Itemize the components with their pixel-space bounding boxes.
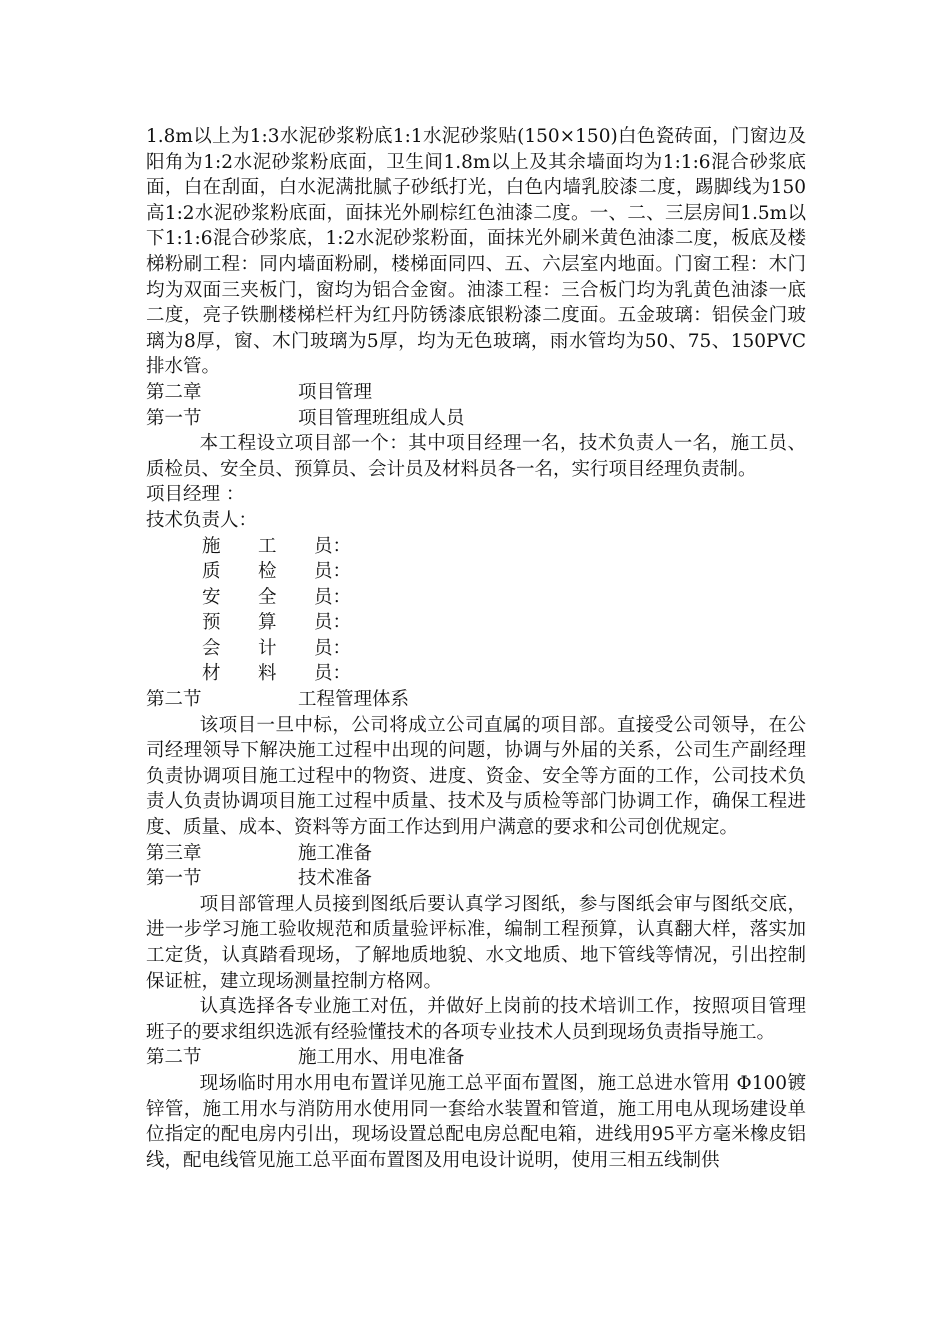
section-number: 第一节 [146,407,202,429]
chapter-number: 第二章 [146,381,202,403]
paragraph-technical-prep-2: 认真选择各专业施工对伍，并做好上岗前的技术培训工作，按照项目管理班子的要求组织选派有经验懂技术的各项专业技术人员到现场负责指导施工。 [146,996,806,1043]
chapter-number: 第三章 [146,842,202,864]
chapter-title: 施工准备 [298,842,373,864]
technical-lead-label: 技术负责人： [146,509,258,531]
paragraph-management-system: 该项目一旦中标，公司将成立公司直属的项目部。直接受公司领导，在公司经理领导下解决施工过程中出现的问题，协调与外届的关系，公司生产副经理负责协调项目施工过程中的物资、进度、资金、安全等方面的工作，公司技术负责人负责协调项目施工过程中质量、技术及与质检等部门协调工作，确保工程进度、质量、成本、资料等方面工作达到用户满意的要求和公司创优规定。 [146,714,806,839]
chapter-heading [146,841,806,867]
paragraph-team: 本工程设立项目部一个：其中项目经理一名，技术负责人一名，施工员、质检员、安全员、预算员、会计员及材料员各一名，实行项目经理负责制。 [146,433,806,480]
section-heading [146,1045,806,1071]
section-heading [146,406,806,432]
role-line: 材 料 员： [202,663,352,685]
section-title: 技术准备 [298,868,373,890]
chapter-title: 项目管理 [298,381,373,403]
document-page [146,124,806,1173]
chapter-heading [146,380,806,406]
role-line: 施 工 员： [202,535,352,557]
section-title: 项目管理班组成人员 [298,407,465,429]
section-title: 工程管理体系 [298,689,410,711]
role-line: 安 全 员： [202,586,352,608]
section-number: 第二节 [146,1047,202,1069]
paragraph-technical-prep-1: 项目部管理人员接到图纸后要认真学习图纸，参与图纸会审与图纸交底，进一步学习施工验收规范和质量验评标准，编制工程预算，认真翻大样，落实加工定货，认真踏看现场，了解地质地貌、水文地质、地下管线等情况，引出控制保证桩，建立现场测量控制方格网。 [146,893,806,992]
section-heading [146,687,806,713]
section-number: 第一节 [146,868,202,890]
paragraph-water-power: 现场临时用水用电布置详见施工总平面布置图，施工总进水管用 Φ100镀锌管，施工用水与消防用水使用同一套给水装置和管道，施工用电从现场建设单位指定的配电房内引出，现场设置总配电房总配电箱，进线用95平方毫米橡皮铝线，配电线管见施工总平面布置图及用电设计说明，使用三相五线制供 [146,1072,806,1171]
role-line: 会 计 员： [202,637,352,659]
role-line: 预 算 员： [202,612,352,634]
paragraph-finishes: 1.8m以上为1:3水泥砂浆粉底1:1水泥砂浆贴(150×150)白色瓷砖面，门窗边及阳角为1:2水泥砂浆粉底面，卫生间1.8m以上及其余墙面均为1:1:6混合砂浆底面，白在刮面，白水泥满批腻子砂纸打光，白色内墙乳胶漆二度，踢脚线为150高1:2水泥砂浆粉底面，面抹光外刷棕红色油漆二度。一、二、三层房间1.5m以下1:1:6混合砂浆底，1:2水泥砂浆粉面，面抹光外刷米黄色油漆二度，板底及楼梯粉刷工程：同内墙面粉刷，楼梯面同四、五、六层室内地面。门窗工程：木门均为双面三夹板门，窗均为铝合金窗。油漆工程：三合板门均为乳黄色油漆一底二度，亮子铁删楼梯栏杆为红丹防锈漆底银粉漆二度面。五金玻璃：铝侯金门玻璃为8厚，窗、木门玻璃为5厚，均为无色玻璃，雨水管均为50、75、150PVC排水管。 [146,126,806,378]
role-line: 质 检 员： [202,561,352,583]
section-number: 第二节 [146,689,202,711]
project-manager-label: 项目经理 ： [146,484,245,506]
section-title: 施工用水、用电准备 [298,1047,465,1069]
section-heading [146,866,806,892]
